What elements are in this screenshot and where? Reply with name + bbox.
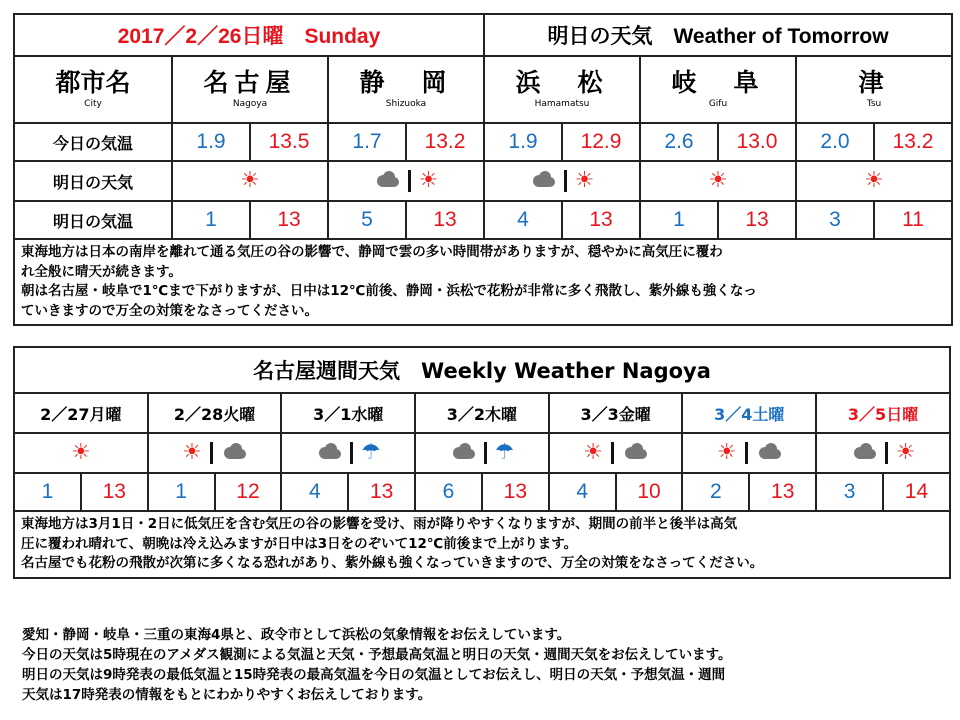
weekly-max-temp: 13 bbox=[348, 473, 415, 511]
cloud-icon bbox=[450, 442, 476, 464]
weekly-max-temp: 13 bbox=[81, 473, 148, 511]
weekly-min-temp: 4 bbox=[281, 473, 348, 511]
weekly-min-temp: 3 bbox=[816, 473, 883, 511]
tomorrow-max-temp: 13 bbox=[718, 201, 796, 239]
weekly-forecast-note bbox=[14, 511, 950, 578]
cloud-icon bbox=[374, 170, 400, 192]
footer-line: 愛知・静岡・岐阜・三重の東海4県と、政令市として浜松の気象情報をお伝えしています。 bbox=[22, 627, 571, 643]
weekly-max-temp: 10 bbox=[616, 473, 683, 511]
tomorrow-max-temp: 11 bbox=[874, 201, 952, 239]
city-name: 浜 松 bbox=[515, 68, 609, 97]
city-name: 名古屋 bbox=[203, 68, 297, 97]
today-max-temp: 13.0 bbox=[718, 123, 796, 161]
date-header: 2017／2／26日曜 Sunday bbox=[14, 14, 484, 56]
tomorrow-weather-cell bbox=[796, 161, 952, 201]
today-min-temp: 1.7 bbox=[328, 123, 406, 161]
separator-bar bbox=[408, 170, 411, 192]
tomorrow-min-temp: 5 bbox=[328, 201, 406, 239]
separator-bar bbox=[564, 170, 567, 192]
note-line: 名古屋でも花粉の飛散が次第に多くなる恐れがあり、紫外線も強くなっていきますので、万全の対策をなさってください。 bbox=[21, 555, 764, 571]
tomorrow-min-temp: 3 bbox=[796, 201, 874, 239]
city-name: 津 bbox=[858, 68, 890, 97]
cloud-icon bbox=[622, 442, 648, 464]
city-header bbox=[14, 56, 172, 123]
today-max-temp: 13.2 bbox=[874, 123, 952, 161]
today-max-temp: 13.2 bbox=[406, 123, 484, 161]
tomorrow-min-temp: 1 bbox=[640, 201, 718, 239]
today-max-temp: 13.5 bbox=[250, 123, 328, 161]
today-forecast-note bbox=[14, 239, 952, 325]
footer-line: 天気は17時発表の情報をもとにわかりやすくお伝えしております。 bbox=[22, 687, 432, 703]
weekly-weather-cell bbox=[816, 433, 950, 473]
cloud-icon bbox=[851, 442, 877, 464]
cloud-icon bbox=[530, 170, 556, 192]
city-header-label: 都市名 bbox=[55, 68, 131, 97]
city-cell bbox=[796, 56, 952, 123]
note-line: ていきますので万全の対策をなさってください。 bbox=[21, 302, 318, 319]
umbrella-icon: ☂ bbox=[360, 440, 381, 465]
city-name: 静 岡 bbox=[359, 68, 453, 97]
weekly-min-temp: 4 bbox=[549, 473, 616, 511]
city-cell bbox=[484, 56, 640, 123]
separator-bar bbox=[484, 442, 487, 464]
sun-icon: ☀ bbox=[895, 440, 916, 465]
sun-icon: ☀ bbox=[70, 440, 91, 465]
today-min-temp: 2.0 bbox=[796, 123, 874, 161]
tomorrow-max-temp: 13 bbox=[250, 201, 328, 239]
weekly-weather-cell bbox=[281, 433, 415, 473]
tomorrow-weather-cell bbox=[172, 161, 328, 201]
separator-bar bbox=[611, 442, 614, 464]
weekly-date: 3／3金曜 bbox=[549, 393, 683, 433]
tomorrow-title: 明日の天気 Weather of Tomorrow bbox=[484, 14, 952, 56]
tomorrow-min-temp: 4 bbox=[484, 201, 562, 239]
sun-icon: ☀ bbox=[716, 440, 737, 465]
cloud-icon bbox=[756, 442, 782, 464]
note-line: 東海地方は3月1日・2日に低気圧を含む気圧の谷の影響を受け、雨が降りやすくなりますが、期間の前半と後半は高気 bbox=[21, 516, 738, 532]
city-name-en: Tsu bbox=[866, 99, 882, 109]
weekly-date: 3／2木曜 bbox=[415, 393, 549, 433]
footer-info bbox=[22, 625, 952, 705]
note-line: れ全般に晴天が続きます。 bbox=[21, 263, 182, 280]
sun-icon: ☀ bbox=[240, 168, 260, 193]
weekly-weather-cell bbox=[682, 433, 816, 473]
weekly-min-temp: 1 bbox=[14, 473, 81, 511]
city-header-en: City bbox=[84, 99, 102, 109]
note-line: 圧に覆われ晴れて、朝晩は冷え込みますが日中は3日をのぞいて12℃前後まで上がります。 bbox=[21, 535, 578, 552]
weekly-date: 3／5日曜 bbox=[816, 393, 950, 433]
weekly-max-temp: 12 bbox=[215, 473, 282, 511]
umbrella-icon: ☂ bbox=[494, 440, 515, 465]
city-name-en: Gifu bbox=[708, 99, 728, 109]
sun-icon: ☀ bbox=[583, 440, 603, 465]
weekly-min-temp: 2 bbox=[682, 473, 749, 511]
weekly-weather-table bbox=[13, 346, 951, 579]
cloud-icon bbox=[316, 442, 342, 464]
weekly-max-temp: 13 bbox=[749, 473, 816, 511]
footer-line: 今日の天気は5時現在のアメダス観測による気温と天気・予想最高気温と明日の天気・週間天気をお伝えしています。 bbox=[22, 647, 732, 663]
today-max-temp: 12.9 bbox=[562, 123, 640, 161]
row-label-tomorrow-temp: 明日の気温 bbox=[14, 201, 172, 239]
tomorrow-weather-table bbox=[13, 13, 953, 326]
city-name-en: Nagoya bbox=[232, 99, 268, 109]
weekly-weather-cell bbox=[148, 433, 282, 473]
city-cell bbox=[328, 56, 484, 123]
row-label-today-temp: 今日の気温 bbox=[14, 123, 172, 161]
weekly-date: 3／4土曜 bbox=[682, 393, 816, 433]
weekly-max-temp: 13 bbox=[482, 473, 549, 511]
city-name-en: Shizuoka bbox=[385, 99, 427, 109]
weekly-date: 2／27月曜 bbox=[14, 393, 148, 433]
weekly-title: 名古屋週間天気 Weekly Weather Nagoya bbox=[14, 347, 950, 393]
weekly-weather-cell bbox=[549, 433, 683, 473]
city-cell bbox=[172, 56, 328, 123]
sun-icon: ☀ bbox=[708, 168, 728, 193]
weekly-weather-cell bbox=[14, 433, 148, 473]
cloud-icon bbox=[221, 442, 247, 464]
weekly-date: 2／28火曜 bbox=[148, 393, 282, 433]
separator-bar bbox=[210, 442, 213, 464]
tomorrow-max-temp: 13 bbox=[406, 201, 484, 239]
sun-icon: ☀ bbox=[182, 440, 202, 465]
note-line: 東海地方は日本の南岸を離れて通る気圧の谷の影響で、静岡で雲の多い時間帯がありますが、穏やかに高気圧に覆わ bbox=[21, 244, 723, 260]
row-label-tomorrow-weather: 明日の天気 bbox=[14, 161, 172, 201]
city-name: 岐 阜 bbox=[671, 68, 765, 97]
city-cell bbox=[640, 56, 796, 123]
today-min-temp: 1.9 bbox=[484, 123, 562, 161]
weekly-min-temp: 6 bbox=[415, 473, 482, 511]
sun-icon: ☀ bbox=[574, 168, 595, 193]
today-min-temp: 1.9 bbox=[172, 123, 250, 161]
weekly-weather-cell bbox=[415, 433, 549, 473]
sun-icon: ☀ bbox=[418, 168, 439, 193]
today-min-temp: 2.6 bbox=[640, 123, 718, 161]
tomorrow-min-temp: 1 bbox=[172, 201, 250, 239]
tomorrow-weather-cell bbox=[328, 161, 484, 201]
footer-line: 明日の天気は9時発表の最低気温と15時発表の最高気温を今日の気温としてお伝えし、明日の天気・予想気温・週間 bbox=[22, 667, 726, 683]
tomorrow-weather-cell bbox=[640, 161, 796, 201]
note-line: 朝は名古屋・岐阜で1℃まで下がりますが、日中は12℃前後、静岡・浜松で花粉が非常に多く飛散し、紫外線も強くなっ bbox=[21, 283, 757, 299]
city-name-en: Hamamatsu bbox=[534, 99, 590, 109]
separator-bar bbox=[350, 442, 353, 464]
separator-bar bbox=[885, 442, 888, 464]
tomorrow-max-temp: 13 bbox=[562, 201, 640, 239]
weekly-max-temp: 14 bbox=[883, 473, 950, 511]
sun-icon: ☀ bbox=[864, 168, 884, 193]
weekly-min-temp: 1 bbox=[148, 473, 215, 511]
tomorrow-weather-cell bbox=[484, 161, 640, 201]
separator-bar bbox=[745, 442, 748, 464]
weekly-date: 3／1水曜 bbox=[281, 393, 415, 433]
